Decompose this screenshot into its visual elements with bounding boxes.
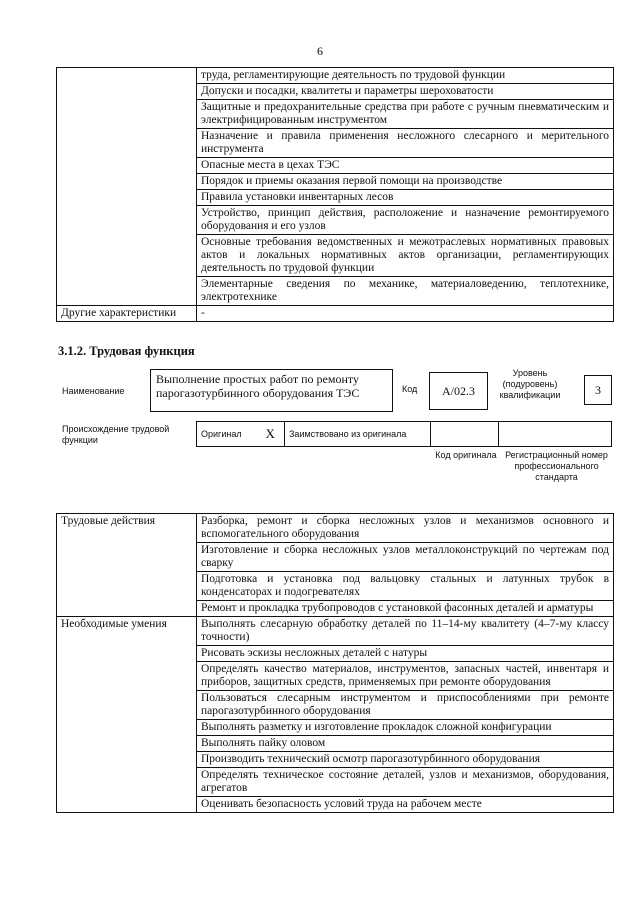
action-item: Ремонт и прокладка трубопроводов с установкой фасонных деталей и арматуры	[197, 601, 614, 617]
code-original-cell	[431, 422, 499, 447]
function-name-box: Выполнение простых работ по ремонту парогазотурбинного оборудования ТЭС	[150, 369, 393, 412]
skill-item: Выполнять слесарную обработку деталей по 11–14-му квалитету (4–7-му классу точности)	[197, 617, 614, 646]
other-characteristics-value: -	[197, 306, 614, 322]
table-row	[57, 68, 614, 84]
original-mark: X	[257, 422, 285, 447]
original-label: Оригинал	[197, 422, 257, 447]
other-characteristics-label: Другие характеристики	[57, 306, 197, 322]
origin-label: Происхождение трудовой функции	[62, 424, 170, 445]
action-item: Разборка, ремонт и сборка несложных узлов и механизмов основного и вспомогательного оборудования	[197, 514, 614, 543]
borrowed-label: Заимствовано из оригинала	[285, 422, 431, 447]
knowledge-item: труда, регламентирующие деятельность по трудовой функции	[197, 68, 614, 84]
knowledge-table	[56, 67, 614, 322]
code-original-label: Код оригинала	[435, 450, 497, 460]
skill-item: Определять техническое состояние деталей, узлов и механизмов, оборудования, агрегатов	[197, 768, 614, 797]
skill-item: Определять качество материалов, инструментов, запасных частей, инвентаря и приборов, защитных средств, применяемых при ремонте оборудования	[197, 662, 614, 691]
reg-number-label: Регистрационный номер профессионального стандарта	[505, 450, 608, 482]
skill-item: Рисовать эскизы несложных деталей с натуры	[197, 646, 614, 662]
table-row	[57, 617, 614, 646]
table-row	[57, 306, 614, 322]
knowledge-item: Устройство, принцип действия, расположение и назначение ремонтируемого оборудования и его узлов	[197, 206, 614, 235]
level-label: Уровень (подуровень) квалификации	[499, 368, 561, 400]
code-label: Код	[402, 384, 418, 394]
name-label: Наименование	[62, 386, 125, 396]
knowledge-item: Элементарные сведения по механике, материаловедению, теплотехнике, электротехнике	[197, 277, 614, 306]
skill-item: Оценивать безопасность условий труда на рабочем месте	[197, 797, 614, 813]
knowledge-item: Защитные и предохранительные средства при работе с ручным пневматическим и электрифицированным инструментом	[197, 100, 614, 129]
origin-grid	[196, 421, 612, 447]
reg-number-cell	[499, 422, 612, 447]
knowledge-item: Допуски и посадки, квалитеты и параметры шероховатости	[197, 84, 614, 100]
knowledge-item: Порядок и приемы оказания первой помощи на производстве	[197, 174, 614, 190]
actions-label: Трудовые действия	[57, 514, 197, 617]
knowledge-item: Основные требования ведомственных и межотраслевых нормативных правовых актов и локальных нормативных актов организации, регламентирующих деятельность по трудовой функции	[197, 235, 614, 277]
skill-item: Выполнять разметку и изготовление прокладок сложной конфигурации	[197, 720, 614, 736]
code-box: A/02.3	[429, 372, 488, 410]
table-row	[57, 514, 614, 543]
knowledge-item: Опасные места в цехах ТЭС	[197, 158, 614, 174]
knowledge-label-cell	[57, 68, 197, 306]
skill-item: Выполнять пайку оловом	[197, 736, 614, 752]
page-number: 6	[317, 44, 323, 58]
knowledge-item: Назначение и правила применения несложного слесарного и мерительного инструмента	[197, 129, 614, 158]
action-item: Изготовление и сборка несложных узлов металлоконструкций по чертежам под сварку	[197, 543, 614, 572]
skills-label: Необходимые умения	[57, 617, 197, 813]
function-table	[56, 513, 614, 813]
level-box: 3	[584, 375, 612, 405]
knowledge-item: Правила установки инвентарных лесов	[197, 190, 614, 206]
skill-item: Производить технический осмотр парогазотурбинного оборудования	[197, 752, 614, 768]
skill-item: Пользоваться слесарным инструментом и приспособлениями при ремонте парогазотурбинного оборудования	[197, 691, 614, 720]
action-item: Подготовка и установка под вальцовку стальных и латунных трубок в конденсаторах и подогревателях	[197, 572, 614, 601]
section-title: 3.1.2. Трудовая функция	[58, 344, 195, 358]
